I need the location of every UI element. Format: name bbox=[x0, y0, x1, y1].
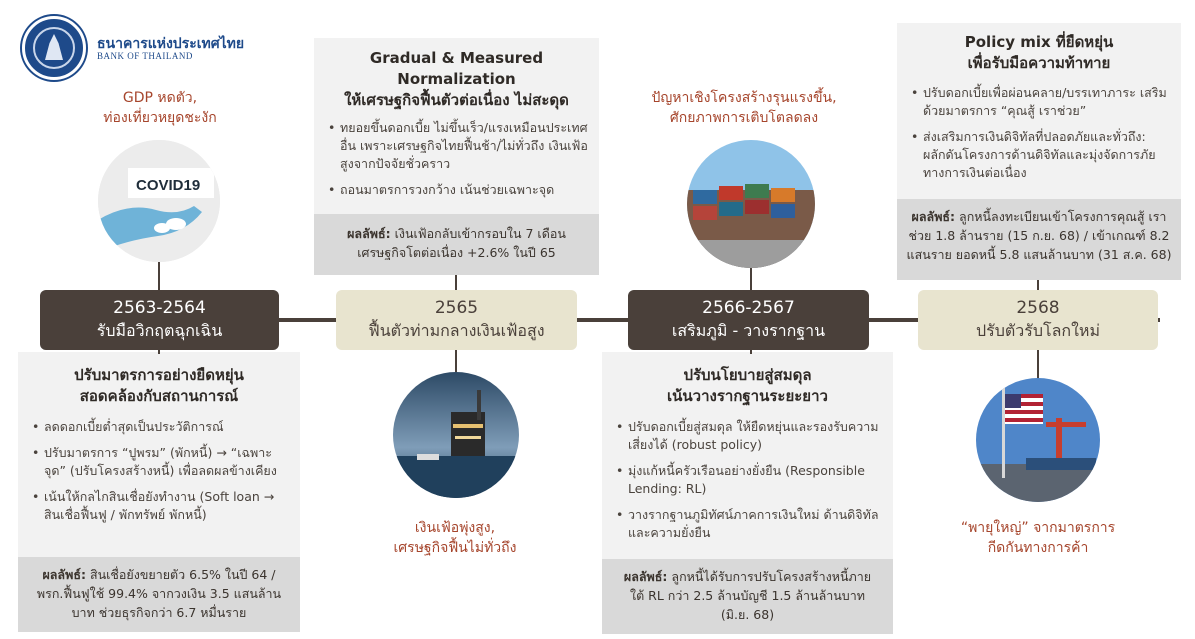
box-2-bullets bbox=[314, 111, 599, 199]
covid-label: COVID19 bbox=[136, 177, 201, 194]
timeline-label-2566: เสริมภูมิ - วางรากฐาน bbox=[671, 321, 826, 340]
box-2-result-text: เงินเฟ้อกลับเข้ากรอบใน 7 เดือน เศรษฐกิจโตต่อเนื่อง +2.6% ในปี 65 bbox=[357, 226, 566, 260]
box-2-title-line-1: Gradual & Measured bbox=[369, 49, 544, 67]
box-1-result bbox=[18, 557, 300, 632]
connector-4-up bbox=[1037, 280, 1039, 290]
box-2568-policy-mix bbox=[897, 23, 1181, 280]
connector-2-up bbox=[455, 275, 457, 290]
logo-name-thai: ธนาคารแห่งประเทศไทย bbox=[97, 36, 245, 52]
us-flag-port-image bbox=[976, 378, 1100, 502]
box-4-result-text: ลูกหนี้ลงทะเบียนเข้าโครงการคุณสู้ เราช่วย 1.8 ล้านราย (15 ก.ย. 68) / เข้าเกณฑ์ 8.2 แสนราย ยอดหนี้ 5.8 แสนล้านบาท (31 ส.ค. 68) bbox=[906, 209, 1172, 262]
logo-name-english: BANK OF THAILAND bbox=[97, 51, 193, 61]
box-3-bullets bbox=[602, 407, 893, 542]
caption-4 bbox=[920, 518, 1156, 558]
timeline-node-2568 bbox=[918, 290, 1158, 350]
box-4-title-line-2: เพื่อรับมือความท้าทาย bbox=[967, 54, 1111, 72]
box-1-bullets bbox=[18, 407, 300, 524]
box-1-title bbox=[18, 352, 300, 407]
connector-1-down bbox=[158, 350, 160, 354]
timeline-node-2563 bbox=[40, 290, 279, 350]
covid-image bbox=[98, 140, 220, 262]
box-2-result bbox=[314, 214, 599, 275]
box-2-title-line-2: Normalization bbox=[397, 70, 516, 88]
connector-3-up bbox=[750, 268, 752, 290]
timeline-label-2565: ฟื้นตัวท่ามกลางเงินเฟ้อสูง bbox=[368, 321, 545, 340]
box-2-bullet-2: • ถอนมาตรการวงกว้าง เน้นช่วยเฉพาะจุด bbox=[326, 181, 589, 199]
box-4-bullets bbox=[897, 74, 1181, 182]
timeline-node-2565 bbox=[336, 290, 577, 350]
box-4-result-label: ผลลัพธ์: bbox=[911, 209, 956, 224]
connector-3-down bbox=[750, 350, 752, 354]
box-1-bullet-2: • ปรับมาตรการ “ปูพรม” (พักหนี้) → “เฉพาะจุด” (ปรับโครงสร้างหนี้) เพื่อลดผลข้างเคียง bbox=[30, 444, 288, 480]
box-3-bullet-1: • ปรับดอกเบี้ยสู่สมดุล ให้ยืดหยุ่นและรองรับความเสี่ยงได้ (robust policy) bbox=[614, 418, 883, 454]
box-4-bullet-2: • ส่งเสริมการเงินดิจิทัลที่ปลอดภัยและทั่วถึง: ผลักดันโครงการด้านดิจิทัลและมุ่งจัดการภัยทางการเงินต่อเนื่อง bbox=[909, 128, 1171, 182]
timeline-label-2568: ปรับตัวรับโลกใหม่ bbox=[975, 321, 1101, 340]
box-1-bullet-3: • เน้นให้กลไกสินเชื่อยังทำงาน (Soft loan → สินเชื่อฟื้นฟู / พักทรัพย์ พักหนี้) bbox=[30, 488, 288, 524]
caption-3 bbox=[626, 88, 862, 128]
box-1-title-line-1: ปรับมาตรการอย่างยืดหยุ่น bbox=[74, 366, 244, 384]
box-1-bullet-1: • ลดดอกเบี้ยต่ำสุดเป็นประวัติการณ์ bbox=[30, 418, 288, 436]
box-2-result-label: ผลลัพธ์: bbox=[347, 226, 391, 241]
box-2-title bbox=[314, 38, 599, 111]
connector-4-down bbox=[1037, 350, 1039, 380]
caption-4-line-1: “พายุใหญ่” จากมาตรการ bbox=[960, 520, 1116, 536]
box-1-result-text: สินเชื่อยังขยายตัว 6.5% ในปี 64 / พรก.ฟื้นฟูใช้ 99.4% จากวงเงิน 3.5 แสนล้านบาท ช่วยธุรกิจกว่า 6.7 หมื่นราย bbox=[36, 567, 282, 620]
box-1-result-label: ผลลัพธ์: bbox=[42, 567, 86, 582]
box-3-title-line-2: เน้นวางรากฐานระยะยาว bbox=[667, 387, 828, 405]
caption-2-line-2: เศรษฐกิจฟื้นไม่ทั่วถึง bbox=[393, 540, 517, 556]
oil-rig-image bbox=[393, 372, 519, 498]
caption-3-line-2: ศักยภาพการเติบโตลดลง bbox=[669, 110, 819, 126]
box-4-result bbox=[897, 199, 1181, 280]
caption-1-line-1: GDP หดตัว, bbox=[122, 90, 198, 106]
caption-3-line-1: ปัญหาเชิงโครงสร้างรุนแรงขึ้น, bbox=[651, 90, 837, 106]
box-3-result-text: ลูกหนี้ได้รับการปรับโครงสร้างหนี้ภายใต้ RL กว่า 2.5 ล้านบัญชี 1.5 ล้านล้านบาท (มิ.ย. 68) bbox=[629, 569, 872, 622]
caption-2 bbox=[345, 518, 565, 558]
box-3-bullet-2: • มุ่งแก้หนี้ครัวเรือนอย่างยั่งยืน (Responsible Lending: RL) bbox=[614, 462, 883, 498]
caption-1-line-2: ท่องเที่ยวหยุดชะงัก bbox=[103, 110, 217, 126]
box-2565-normalization bbox=[314, 38, 599, 275]
timeline-year-2563: 2563-2564 bbox=[113, 298, 206, 318]
box-3-title bbox=[602, 352, 893, 407]
box-1-title-line-2: สอดคล้องกับสถานการณ์ bbox=[79, 387, 239, 405]
box-3-result-label: ผลลัพธ์: bbox=[623, 569, 668, 584]
timeline-year-2566: 2566-2567 bbox=[702, 298, 795, 318]
timeline-node-2566 bbox=[628, 290, 869, 350]
caption-1 bbox=[40, 88, 280, 128]
timeline-label-2563: รับมือวิกฤตฉุกเฉิน bbox=[96, 321, 223, 340]
box-3-result bbox=[602, 559, 893, 634]
box-4-title-line-1: Policy mix ที่ยืดหยุ่น bbox=[964, 33, 1114, 51]
caption-4-line-2: กีดกันทางการค้า bbox=[987, 540, 1089, 556]
connector-2-down bbox=[455, 350, 457, 372]
box-2566-foundation bbox=[602, 352, 893, 634]
shipping-containers-image bbox=[687, 140, 815, 268]
box-2563-response bbox=[18, 352, 300, 632]
bot-logo-seal bbox=[22, 16, 86, 80]
box-4-title bbox=[897, 23, 1181, 74]
box-2-title-line-3: ให้เศรษฐกิจฟื้นตัวต่อเนื่อง ไม่สะดุด bbox=[344, 91, 569, 109]
box-2-bullet-1: • ทยอยขึ้นดอกเบี้ย ไม่ขึ้นเร็ว/แรงเหมือนประเทศอื่น เพราะเศรษฐกิจไทยฟื้นช้า/ไม่ทั่วถึง เงินเฟ้อสูงจากปัจจัยชั่วคราว bbox=[326, 119, 589, 173]
box-3-title-line-1: ปรับนโยบายสู่สมดุล bbox=[683, 366, 812, 384]
connector-1-up bbox=[158, 262, 160, 290]
timeline-year-2568: 2568 bbox=[1016, 298, 1060, 318]
box-4-bullet-1: • ปรับดอกเบี้ยเพื่อผ่อนคลาย/บรรเทาภาระ เสริมด้วยมาตรการ “คุณสู้ เราช่วย” bbox=[909, 84, 1171, 120]
box-3-bullet-3: • วางรากฐานภูมิทัศน์ภาคการเงินใหม่ ด้านดิจิทัลและความยั่งยืน bbox=[614, 506, 883, 542]
caption-2-line-1: เงินเฟ้อพุ่งสูง, bbox=[414, 520, 496, 536]
timeline-year-2565: 2565 bbox=[434, 298, 479, 318]
